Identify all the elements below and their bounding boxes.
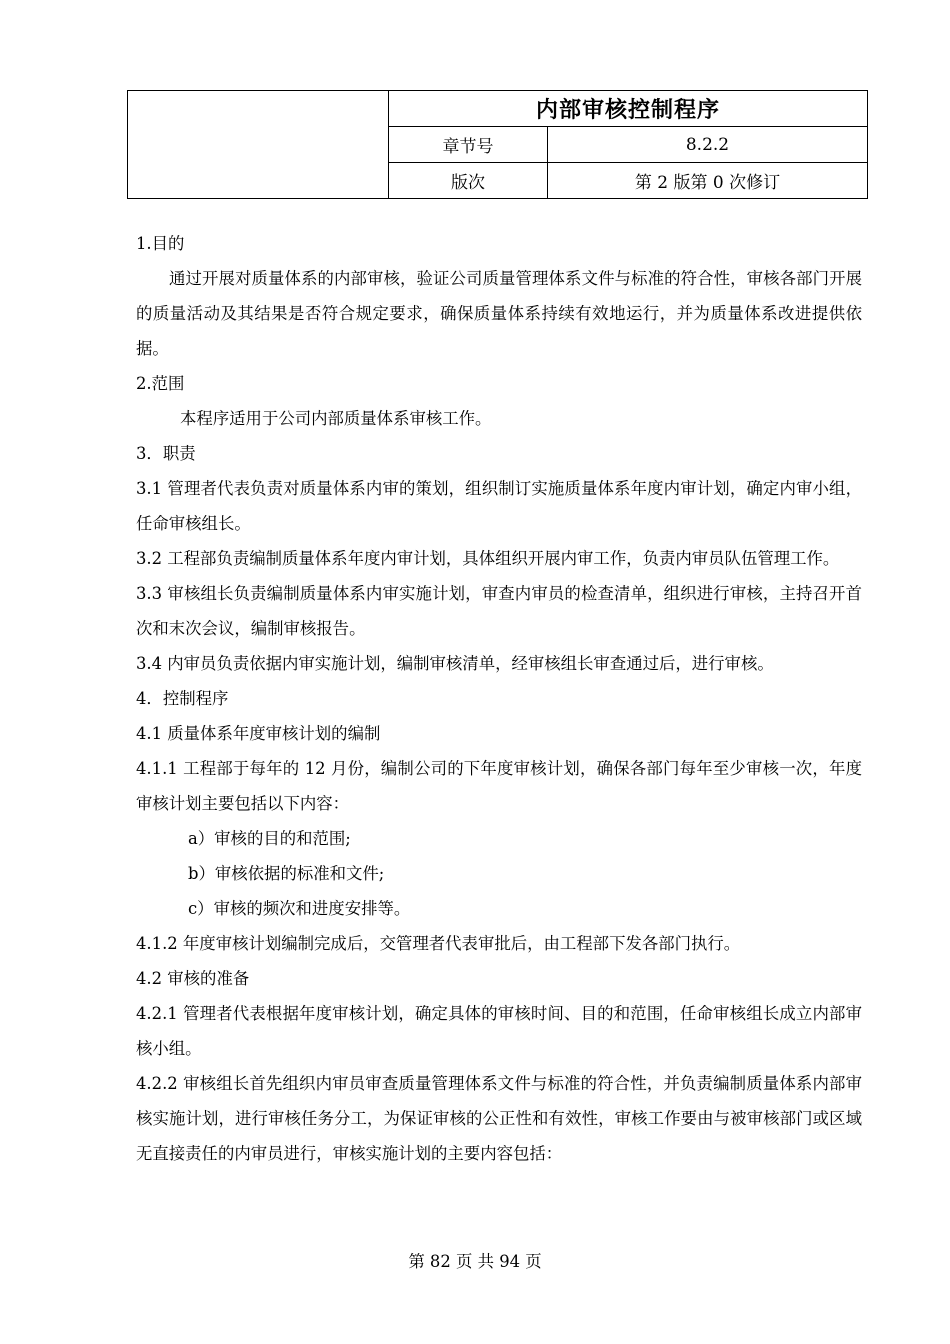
document-body bbox=[136, 226, 862, 1171]
purpose-text: 通过开展对质量体系的内部审核，验证公司质量管理体系文件与标准的符合性，审核各部门开展的质量活动及其结果是否符合规定要求，确保质量体系持续有效地运行，并为质量体系改进提供依据。 bbox=[136, 269, 862, 358]
chapter-label: 章节号 bbox=[389, 127, 548, 163]
clause-4-2-1: 4.2.1 管理者代表根据年度审核计划，确定具体的审核时间、目的和范围，任命审核组长成立内部审核小组。 bbox=[136, 1004, 862, 1058]
responsibility-3-3: 3.3 审核组长负责编制质量体系内审实施计划，审查内审员的检查清单，组织进行审核，主持召开首次和末次会议，编制审核报告。 bbox=[136, 584, 862, 638]
list-item-a: a）审核的目的和范围; bbox=[188, 829, 351, 848]
subsection-4-2: 4.2 审核的准备 bbox=[136, 969, 250, 988]
document-header-table bbox=[127, 90, 868, 199]
responsibility-3-2: 3.2 工程部负责编制质量体系年度内审计划，具体组织开展内审工作，负责内审员队伍管理工作。 bbox=[136, 549, 840, 568]
section-heading-control-procedure: 4．控制程序 bbox=[136, 689, 229, 708]
document-title: 内部审核控制程序 bbox=[389, 91, 868, 127]
logo-cell bbox=[128, 91, 389, 199]
clause-4-1-2: 4.1.2 年度审核计划编制完成后，交管理者代表审批后，由工程部下发各部门执行。 bbox=[136, 934, 741, 953]
version-value: 第 2 版第 0 次修订 bbox=[548, 163, 868, 199]
page-number: 第 82 页 共 94 页 bbox=[408, 1252, 542, 1271]
section-heading-purpose: 1.目的 bbox=[136, 234, 185, 253]
version-label: 版次 bbox=[389, 163, 548, 199]
section-heading-responsibilities: 3．职责 bbox=[136, 444, 196, 463]
responsibility-3-1: 3.1 管理者代表负责对质量体系内审的策划，组织制订实施质量体系年度内审计划，确定内审小组，任命审核组长。 bbox=[136, 479, 862, 533]
clause-4-2-2: 4.2.2 审核组长首先组织内审员审查质量管理体系文件与标准的符合性，并负责编制质量体系内部审核实施计划，进行审核任务分工，为保证审核的公正性和有效性，审核工作要由与被审核部门或区域无直接责任的内审员进行，审核实施计划的主要内容包括： bbox=[136, 1074, 862, 1163]
responsibility-3-4: 3.4 内审员负责依据内审实施计划，编制审核清单，经审核组长审查通过后，进行审核。 bbox=[136, 654, 774, 673]
clause-4-1-1: 4.1.1 工程部于每年的 12 月份，编制公司的下年度审核计划，确保各部门每年至少审核一次，年度审核计划主要包括以下内容： bbox=[136, 759, 862, 813]
section-heading-scope: 2.范围 bbox=[136, 374, 185, 393]
list-item-c: c）审核的频次和进度安排等。 bbox=[188, 899, 411, 918]
list-item-b: b）审核依据的标准和文件; bbox=[188, 864, 385, 883]
subsection-4-1: 4.1 质量体系年度审核计划的编制 bbox=[136, 724, 381, 743]
scope-text: 本程序适用于公司内部质量体系审核工作。 bbox=[180, 409, 492, 428]
chapter-value: 8.2.2 bbox=[548, 127, 868, 163]
